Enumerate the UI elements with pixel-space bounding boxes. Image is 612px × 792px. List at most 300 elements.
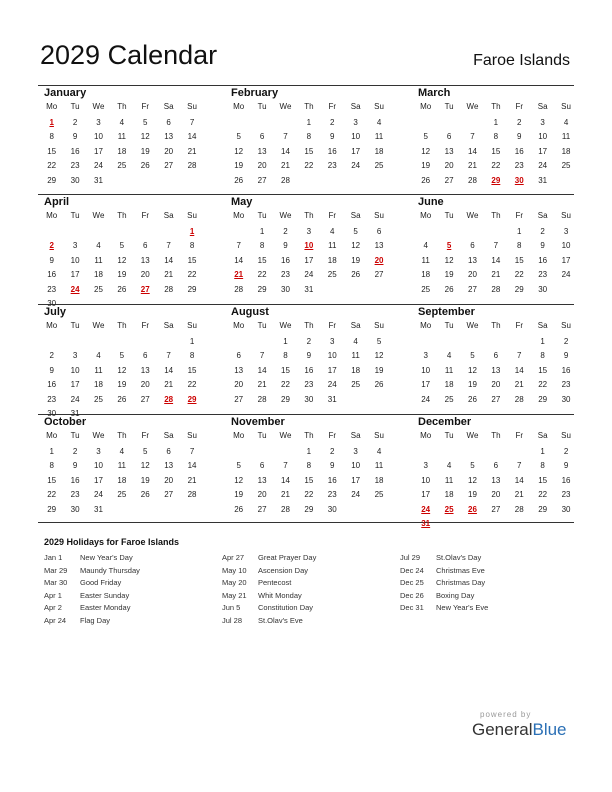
day-cell: 23 bbox=[47, 394, 57, 404]
day-cell: 5 bbox=[143, 118, 148, 127]
day-cell: 30 bbox=[70, 504, 80, 514]
empty-cell bbox=[344, 393, 367, 407]
day-cell: 17 bbox=[421, 490, 431, 500]
day-cell: 13 bbox=[374, 241, 384, 251]
week-row bbox=[40, 239, 204, 253]
holiday-name: Constitution Day bbox=[258, 603, 314, 613]
weekday-label: Sa bbox=[350, 321, 361, 330]
day-cell: 28 bbox=[514, 394, 524, 404]
month-name: November bbox=[231, 416, 285, 428]
weekday-label: Sa bbox=[537, 321, 548, 330]
day-cell: 9 bbox=[49, 255, 54, 265]
weekday-header bbox=[40, 319, 204, 332]
week-row bbox=[414, 517, 578, 531]
empty-cell bbox=[437, 445, 460, 459]
day-cell: 14 bbox=[257, 365, 267, 375]
empty-cell bbox=[321, 174, 344, 188]
month-name: June bbox=[418, 196, 444, 208]
empty-cell bbox=[297, 174, 320, 188]
weekday-label: Th bbox=[304, 211, 314, 220]
weekday-label: We bbox=[279, 211, 292, 220]
day-cell: 8 bbox=[49, 461, 54, 471]
week-row bbox=[227, 130, 391, 144]
day-cell: 19 bbox=[140, 475, 150, 485]
weekday-label: Th bbox=[491, 211, 501, 220]
weekday-label: Tu bbox=[70, 431, 80, 440]
week-row bbox=[227, 378, 391, 392]
day-cell: 24 bbox=[94, 161, 103, 171]
empty-cell bbox=[437, 225, 460, 239]
weekday-label: Sa bbox=[537, 431, 548, 440]
day-cell: 10 bbox=[94, 461, 103, 471]
day-cell: 20 bbox=[257, 161, 267, 171]
empty-cell bbox=[250, 517, 273, 531]
week-row bbox=[414, 349, 578, 363]
day-cell: 25 bbox=[444, 394, 454, 404]
holidays-title: 2029 Holidays for Faroe Islands bbox=[44, 537, 180, 547]
day-cell: 14 bbox=[514, 475, 524, 485]
day-cell: 30 bbox=[47, 408, 57, 418]
day-cell: 20 bbox=[444, 161, 454, 171]
day-cell: 15 bbox=[281, 365, 290, 375]
weekday-label: Fr bbox=[328, 321, 337, 330]
weekday-label: Sa bbox=[163, 102, 174, 111]
day-cell: 6 bbox=[493, 351, 499, 361]
day-cell: 13 bbox=[257, 146, 267, 156]
day-cell: 7 bbox=[166, 241, 171, 251]
empty-cell bbox=[367, 174, 390, 188]
day-cell: 9 bbox=[72, 461, 78, 471]
empty-cell bbox=[508, 335, 531, 349]
weekday-label: We bbox=[466, 431, 479, 440]
month-april bbox=[40, 195, 204, 311]
month-name: February bbox=[231, 87, 279, 99]
day-cell: 9 bbox=[540, 241, 545, 251]
day-cell: 5 bbox=[376, 337, 382, 346]
day-cell: 17 bbox=[70, 270, 80, 280]
day-cell: 31 bbox=[304, 284, 314, 294]
day-cell: 8 bbox=[283, 351, 288, 361]
week-row bbox=[40, 488, 204, 502]
holiday-name: Good Friday bbox=[80, 578, 122, 588]
empty-cell bbox=[87, 225, 110, 239]
weekday-label: Tu bbox=[257, 102, 267, 111]
empty-cell bbox=[554, 174, 577, 188]
day-cell: 4 bbox=[353, 337, 358, 346]
weekday-header bbox=[227, 209, 391, 222]
empty-cell bbox=[134, 174, 157, 188]
empty-cell bbox=[414, 225, 437, 239]
holiday-day-cell: 1 bbox=[189, 227, 195, 236]
holiday-name: St.Olav's Eve bbox=[258, 615, 303, 625]
holiday-name: Flag Day bbox=[80, 615, 111, 625]
day-cell: 4 bbox=[119, 118, 125, 127]
day-cell: 20 bbox=[140, 380, 150, 390]
holiday-entry bbox=[222, 615, 316, 628]
day-cell: 16 bbox=[47, 380, 57, 390]
day-cell: 6 bbox=[166, 118, 171, 127]
empty-cell bbox=[180, 174, 203, 188]
empty-cell bbox=[40, 225, 63, 239]
weekday-label: Mo bbox=[46, 431, 58, 440]
day-cell: 2 bbox=[563, 337, 569, 346]
day-cell: 9 bbox=[49, 365, 54, 375]
day-cell: 19 bbox=[351, 255, 361, 265]
day-cell: 3 bbox=[423, 351, 428, 361]
day-cell: 3 bbox=[96, 447, 101, 456]
weekday-header bbox=[40, 429, 204, 442]
day-cell: 26 bbox=[351, 270, 361, 280]
day-cell: 17 bbox=[94, 146, 103, 156]
day-cell: 13 bbox=[234, 365, 244, 375]
week-row bbox=[40, 503, 204, 517]
day-cell: 25 bbox=[94, 394, 103, 404]
empty-cell bbox=[63, 335, 86, 349]
day-cell: 7 bbox=[259, 351, 265, 361]
holiday-entry bbox=[222, 602, 316, 615]
empty-cell bbox=[508, 517, 531, 531]
day-cell: 7 bbox=[236, 241, 241, 251]
empty-cell bbox=[531, 517, 554, 531]
week-row bbox=[227, 459, 391, 473]
day-cell: 28 bbox=[164, 284, 174, 294]
day-cell: 14 bbox=[234, 255, 244, 265]
day-cell: 18 bbox=[444, 380, 454, 390]
day-cell: 6 bbox=[493, 461, 499, 471]
day-cell: 27 bbox=[234, 394, 244, 404]
week-row bbox=[414, 145, 578, 159]
weekday-label: We bbox=[92, 211, 105, 220]
empty-cell bbox=[554, 283, 577, 297]
day-cell: 23 bbox=[327, 490, 337, 500]
empty-cell bbox=[461, 445, 484, 459]
day-cell: 22 bbox=[257, 270, 267, 280]
weekday-label: Mo bbox=[46, 211, 58, 220]
day-cell: 13 bbox=[257, 475, 267, 485]
holiday-day-cell: 10 bbox=[304, 241, 314, 251]
weekday-label: Sa bbox=[537, 102, 548, 111]
day-cell: 22 bbox=[491, 161, 501, 171]
week-row bbox=[414, 225, 578, 239]
week-row bbox=[40, 268, 204, 282]
holiday-date: Dec 24 bbox=[400, 565, 424, 575]
day-cell: 31 bbox=[94, 504, 103, 514]
day-cell: 27 bbox=[374, 270, 384, 280]
day-cell: 9 bbox=[563, 461, 569, 471]
weekday-label: Fr bbox=[328, 431, 337, 440]
day-cell: 9 bbox=[563, 351, 569, 361]
holiday-day-cell: 29 bbox=[187, 394, 197, 404]
empty-cell bbox=[180, 517, 203, 531]
day-cell: 30 bbox=[538, 284, 548, 294]
day-cell: 23 bbox=[281, 270, 290, 280]
month-name: January bbox=[44, 87, 87, 99]
day-cell: 19 bbox=[140, 146, 150, 156]
day-cell: 11 bbox=[444, 475, 454, 485]
day-cell: 18 bbox=[94, 380, 103, 390]
day-cell: 19 bbox=[234, 490, 244, 500]
day-cell: 27 bbox=[164, 490, 174, 500]
day-cell: 25 bbox=[117, 161, 127, 171]
day-cell: 31 bbox=[327, 394, 337, 404]
day-cell: 9 bbox=[517, 132, 522, 142]
day-cell: 27 bbox=[468, 284, 477, 294]
weekday-label: Tu bbox=[257, 211, 267, 220]
day-cell: 30 bbox=[47, 298, 57, 308]
weekday-label: Su bbox=[561, 102, 571, 111]
day-cell: 11 bbox=[374, 461, 384, 471]
weekday-label: Su bbox=[187, 431, 197, 440]
weekday-label: Sa bbox=[163, 211, 174, 220]
weekday-label: Su bbox=[561, 431, 571, 440]
day-cell: 15 bbox=[304, 475, 314, 485]
weekday-label: Fr bbox=[141, 102, 150, 111]
day-cell: 17 bbox=[304, 255, 314, 265]
day-cell: 28 bbox=[281, 504, 290, 514]
holiday-date: Jun 5 bbox=[222, 603, 241, 613]
day-cell: 19 bbox=[468, 490, 477, 500]
day-cell: 16 bbox=[70, 475, 80, 485]
day-cell: 1 bbox=[259, 227, 265, 236]
country-name: Faroe Islands bbox=[473, 52, 570, 69]
empty-cell bbox=[367, 503, 390, 517]
day-cell: 23 bbox=[561, 380, 571, 390]
week-row bbox=[414, 378, 578, 392]
empty-cell bbox=[344, 174, 367, 188]
day-cell: 23 bbox=[47, 284, 57, 294]
day-cell: 14 bbox=[491, 255, 501, 265]
holiday-entry bbox=[400, 565, 488, 578]
day-cell: 8 bbox=[517, 241, 522, 251]
month-name: August bbox=[231, 306, 269, 318]
month-name: September bbox=[418, 306, 475, 318]
day-cell: 4 bbox=[423, 241, 428, 251]
holiday-entry bbox=[44, 552, 140, 565]
day-cell: 23 bbox=[70, 161, 80, 171]
month-june bbox=[414, 195, 578, 311]
weekday-label: Mo bbox=[420, 431, 432, 440]
week-row bbox=[227, 116, 391, 130]
empty-cell bbox=[110, 174, 133, 188]
week-row bbox=[40, 364, 204, 378]
weekday-label: Su bbox=[374, 321, 384, 330]
weekday-label: Su bbox=[187, 321, 197, 330]
weekday-label: Th bbox=[304, 321, 314, 330]
weekday-label: We bbox=[279, 102, 292, 111]
weekday-label: Su bbox=[374, 211, 384, 220]
holiday-date: May 20 bbox=[222, 578, 247, 588]
day-cell: 2 bbox=[330, 447, 335, 456]
empty-cell bbox=[461, 116, 484, 130]
day-cell: 16 bbox=[47, 270, 57, 280]
day-cell: 6 bbox=[376, 227, 382, 236]
weekday-label: Sa bbox=[350, 102, 361, 111]
day-cell: 10 bbox=[421, 475, 431, 485]
day-cell: 17 bbox=[94, 475, 103, 485]
day-cell: 21 bbox=[468, 161, 477, 171]
day-cell: 3 bbox=[306, 227, 312, 236]
day-cell: 12 bbox=[117, 365, 127, 375]
week-row bbox=[40, 159, 204, 173]
day-cell: 21 bbox=[187, 146, 197, 156]
empty-cell bbox=[484, 517, 507, 531]
day-cell: 14 bbox=[281, 475, 290, 485]
day-cell: 14 bbox=[164, 255, 174, 265]
holiday-date: May 21 bbox=[222, 590, 247, 600]
day-cell: 10 bbox=[70, 255, 80, 265]
week-row bbox=[227, 225, 391, 239]
weekday-label: Fr bbox=[328, 102, 337, 111]
day-cell: 8 bbox=[189, 241, 195, 251]
day-cell: 22 bbox=[538, 380, 548, 390]
day-cell: 26 bbox=[140, 490, 150, 500]
day-cell: 24 bbox=[94, 490, 103, 500]
day-cell: 15 bbox=[304, 146, 314, 156]
day-cell: 22 bbox=[538, 490, 548, 500]
day-cell: 26 bbox=[234, 504, 244, 514]
day-cell: 10 bbox=[351, 461, 361, 471]
day-cell: 2 bbox=[49, 351, 54, 361]
holiday-name: Great Prayer Day bbox=[258, 553, 317, 562]
brand-logo[interactable] bbox=[472, 720, 567, 740]
day-cell: 6 bbox=[143, 351, 148, 361]
day-cell: 8 bbox=[306, 461, 312, 471]
holiday-day-cell: 25 bbox=[444, 504, 454, 514]
weekday-label: Su bbox=[374, 102, 384, 111]
empty-cell bbox=[180, 503, 203, 517]
holiday-day-cell: 31 bbox=[421, 518, 431, 528]
empty-cell bbox=[484, 335, 507, 349]
month-january bbox=[40, 86, 204, 202]
day-cell: 1 bbox=[493, 118, 499, 127]
empty-cell bbox=[437, 517, 460, 531]
day-cell: 10 bbox=[561, 241, 571, 251]
day-cell: 12 bbox=[468, 475, 477, 485]
day-cell: 6 bbox=[236, 351, 241, 361]
day-cell: 7 bbox=[189, 447, 195, 456]
holiday-name: Easter Sunday bbox=[80, 590, 130, 600]
day-cell: 28 bbox=[257, 394, 267, 404]
holiday-column bbox=[44, 552, 140, 628]
day-cell: 30 bbox=[561, 394, 571, 404]
empty-cell bbox=[134, 335, 157, 349]
holiday-entry bbox=[44, 577, 140, 590]
weekday-label: Mo bbox=[420, 211, 432, 220]
weekday-label: We bbox=[466, 321, 479, 330]
holiday-entry bbox=[400, 552, 488, 565]
day-cell: 10 bbox=[351, 132, 361, 142]
day-cell: 8 bbox=[49, 132, 54, 142]
day-cell: 26 bbox=[444, 284, 454, 294]
day-cell: 4 bbox=[446, 351, 452, 361]
day-cell: 12 bbox=[351, 241, 361, 251]
holiday-date: Jul 29 bbox=[400, 553, 421, 562]
weekday-label: Su bbox=[187, 102, 197, 111]
week-row bbox=[414, 335, 578, 349]
brand-general: General bbox=[472, 720, 533, 739]
month-name: July bbox=[44, 306, 67, 318]
day-cell: 16 bbox=[514, 146, 524, 156]
day-cell: 7 bbox=[470, 132, 475, 142]
day-cell: 5 bbox=[353, 227, 358, 236]
weekday-label: We bbox=[466, 102, 479, 111]
empty-cell bbox=[344, 517, 367, 531]
holiday-name: New Year's Eve bbox=[436, 603, 489, 613]
day-cell: 27 bbox=[491, 504, 501, 514]
weekday-label: We bbox=[466, 211, 479, 220]
week-row bbox=[414, 503, 578, 517]
day-cell: 26 bbox=[374, 380, 384, 390]
day-cell: 19 bbox=[374, 365, 384, 375]
weekday-label: Fr bbox=[515, 211, 524, 220]
day-cell: 25 bbox=[94, 284, 103, 294]
day-cell: 7 bbox=[283, 132, 288, 142]
day-cell: 12 bbox=[117, 255, 127, 265]
day-cell: 18 bbox=[561, 146, 571, 156]
holiday-column bbox=[222, 552, 316, 628]
holiday-name: Easter Monday bbox=[80, 603, 131, 613]
day-cell: 19 bbox=[421, 161, 431, 171]
month-october bbox=[40, 415, 204, 531]
empty-cell bbox=[437, 335, 460, 349]
weekday-header bbox=[414, 319, 578, 332]
weekday-header bbox=[40, 100, 204, 113]
day-cell: 11 bbox=[561, 132, 571, 142]
week-row bbox=[40, 145, 204, 159]
day-cell: 5 bbox=[119, 351, 125, 361]
day-cell: 25 bbox=[351, 380, 361, 390]
day-cell: 23 bbox=[70, 490, 80, 500]
day-cell: 23 bbox=[538, 270, 548, 280]
day-cell: 19 bbox=[234, 161, 244, 171]
day-cell: 6 bbox=[143, 241, 148, 251]
week-row bbox=[40, 335, 204, 349]
day-cell: 24 bbox=[304, 270, 314, 280]
weekday-label: We bbox=[92, 431, 105, 440]
holiday-day-cell: 24 bbox=[421, 504, 431, 514]
week-row bbox=[227, 268, 391, 282]
day-cell: 25 bbox=[117, 490, 127, 500]
weekday-label: Mo bbox=[46, 102, 58, 111]
day-cell: 19 bbox=[117, 380, 127, 390]
day-cell: 4 bbox=[330, 227, 335, 236]
day-cell: 11 bbox=[117, 132, 127, 142]
day-cell: 24 bbox=[327, 380, 337, 390]
week-row bbox=[40, 225, 204, 239]
day-cell: 11 bbox=[117, 461, 127, 471]
weekday-label: We bbox=[92, 102, 105, 111]
weekday-header bbox=[40, 209, 204, 222]
day-cell: 14 bbox=[281, 146, 290, 156]
holiday-day-cell: 2 bbox=[49, 241, 54, 251]
week-row bbox=[227, 335, 391, 349]
weekday-label: Mo bbox=[420, 321, 432, 330]
weekday-label: Tu bbox=[70, 102, 80, 111]
week-row bbox=[227, 445, 391, 459]
day-cell: 14 bbox=[164, 365, 174, 375]
empty-cell bbox=[274, 445, 297, 459]
month-march bbox=[414, 86, 578, 202]
day-cell: 17 bbox=[351, 146, 361, 156]
day-cell: 6 bbox=[259, 132, 265, 142]
day-cell: 30 bbox=[70, 175, 80, 185]
day-cell: 15 bbox=[187, 365, 197, 375]
holiday-date: Dec 26 bbox=[400, 590, 424, 600]
week-row bbox=[40, 459, 204, 473]
day-cell: 12 bbox=[234, 475, 244, 485]
weekday-label: Th bbox=[117, 102, 127, 111]
day-cell: 22 bbox=[304, 490, 314, 500]
